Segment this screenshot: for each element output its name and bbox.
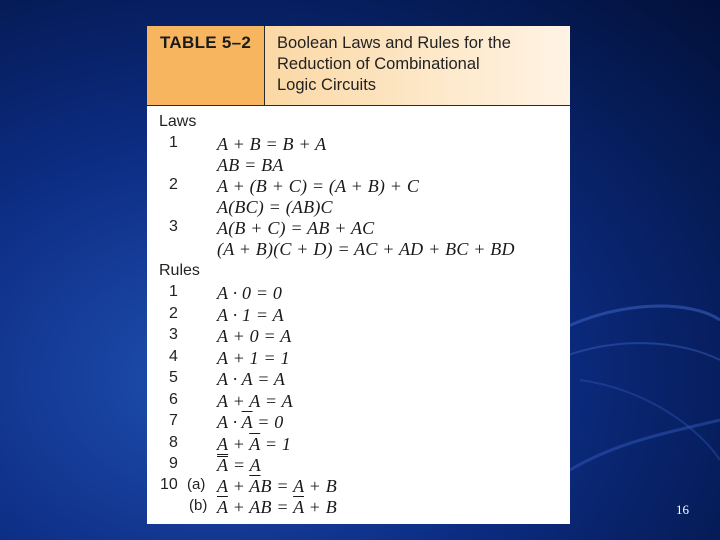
laws-heading-row	[147, 113, 570, 134]
rule-number: 1	[169, 283, 178, 300]
expr-part: + B	[303, 497, 337, 517]
rule-row	[147, 326, 570, 347]
boolean-laws-table	[147, 26, 570, 524]
table-title-line: Logic Circuits	[277, 76, 377, 94]
rule-row	[147, 412, 570, 433]
rule-row	[147, 369, 570, 390]
complement-term: $\overline{A}$	[249, 476, 261, 496]
law-expression: A(B + C) = AB + AC	[217, 218, 375, 238]
law-expression: A + B = B + A	[217, 134, 327, 154]
law-row	[147, 134, 570, 155]
rule-number: 4	[169, 348, 178, 365]
rule-number: 3	[169, 326, 178, 343]
expr-part: A ·	[217, 412, 242, 432]
law-number: 3	[169, 218, 178, 235]
expr-part: A +	[217, 476, 250, 496]
expr-part: +	[227, 434, 250, 454]
rule-number: 8	[169, 434, 178, 451]
law-expression: A + (B + C) = (A + B) + C	[217, 176, 420, 196]
table-header	[147, 26, 570, 106]
table-number: TABLE 5–2	[147, 26, 265, 105]
law-number: 2	[169, 176, 178, 193]
rule-number: 5	[169, 369, 178, 386]
law-row	[147, 155, 570, 176]
rule-expression	[217, 455, 261, 476]
rule-expression: A · 1 = A	[217, 305, 284, 325]
rule-row	[147, 476, 570, 497]
rule-number: 10	[160, 476, 178, 493]
rule-expression: A + A = A	[217, 391, 293, 411]
slide-page-number: 16	[676, 502, 689, 517]
complement-term: $\overline{A}$	[249, 434, 261, 454]
table-title	[265, 26, 570, 105]
rule-expression: A · A = A	[217, 369, 286, 389]
rule-number: 2	[169, 305, 178, 322]
double-complement-term: $\overline{A}$	[217, 455, 229, 475]
rule-expression	[217, 476, 337, 497]
law-row	[147, 197, 570, 218]
rule-number: 6	[169, 391, 178, 408]
rule-row	[147, 305, 570, 326]
law-row	[147, 218, 570, 239]
rule-number: 7	[169, 412, 178, 429]
rule-expression	[217, 412, 283, 433]
rule-expression: A + 1 = 1	[217, 348, 290, 368]
law-expression: (A + B)(C + D) = AC + AD + BC + BD	[217, 239, 515, 259]
rule-row	[147, 497, 570, 518]
law-row	[147, 239, 570, 260]
rule-number: 9	[169, 455, 178, 472]
expr-part: B = A + B	[260, 476, 337, 496]
table-title-line: Boolean Laws and Rules for the	[277, 34, 511, 52]
complement-term: $\overline{A}$	[217, 497, 228, 517]
complement-term: $\overline{A}$	[241, 412, 253, 432]
laws-heading: Laws	[159, 113, 197, 130]
table-title-line: Reduction of Combinational	[277, 55, 480, 73]
law-expression: AB = BA	[217, 155, 284, 175]
rule-expression	[217, 497, 337, 518]
complement-term: $\overline{A}$	[293, 497, 304, 517]
rule-row	[147, 391, 570, 412]
rules-heading: Rules	[159, 262, 200, 279]
rule-expression	[217, 434, 291, 455]
expr-part: = A	[228, 455, 261, 475]
expr-part: = 0	[252, 412, 284, 432]
expr-part: + AB =	[227, 497, 294, 517]
law-row	[147, 176, 570, 197]
rule-expression: A · 0 = 0	[217, 283, 283, 303]
rule-row	[147, 348, 570, 369]
law-expression: A(BC) = (AB)C	[217, 197, 333, 217]
rule-row	[147, 283, 570, 304]
rule-expression: A + 0 = A	[217, 326, 292, 346]
rule-row	[147, 455, 570, 476]
law-number: 1	[169, 134, 178, 151]
rules-heading-row	[147, 262, 570, 283]
rule-subpart: (a)	[187, 476, 206, 493]
rule-subpart: (b)	[189, 497, 208, 514]
expr-part: A	[217, 434, 228, 454]
expr-part: = 1	[260, 434, 292, 454]
rule-row	[147, 434, 570, 455]
